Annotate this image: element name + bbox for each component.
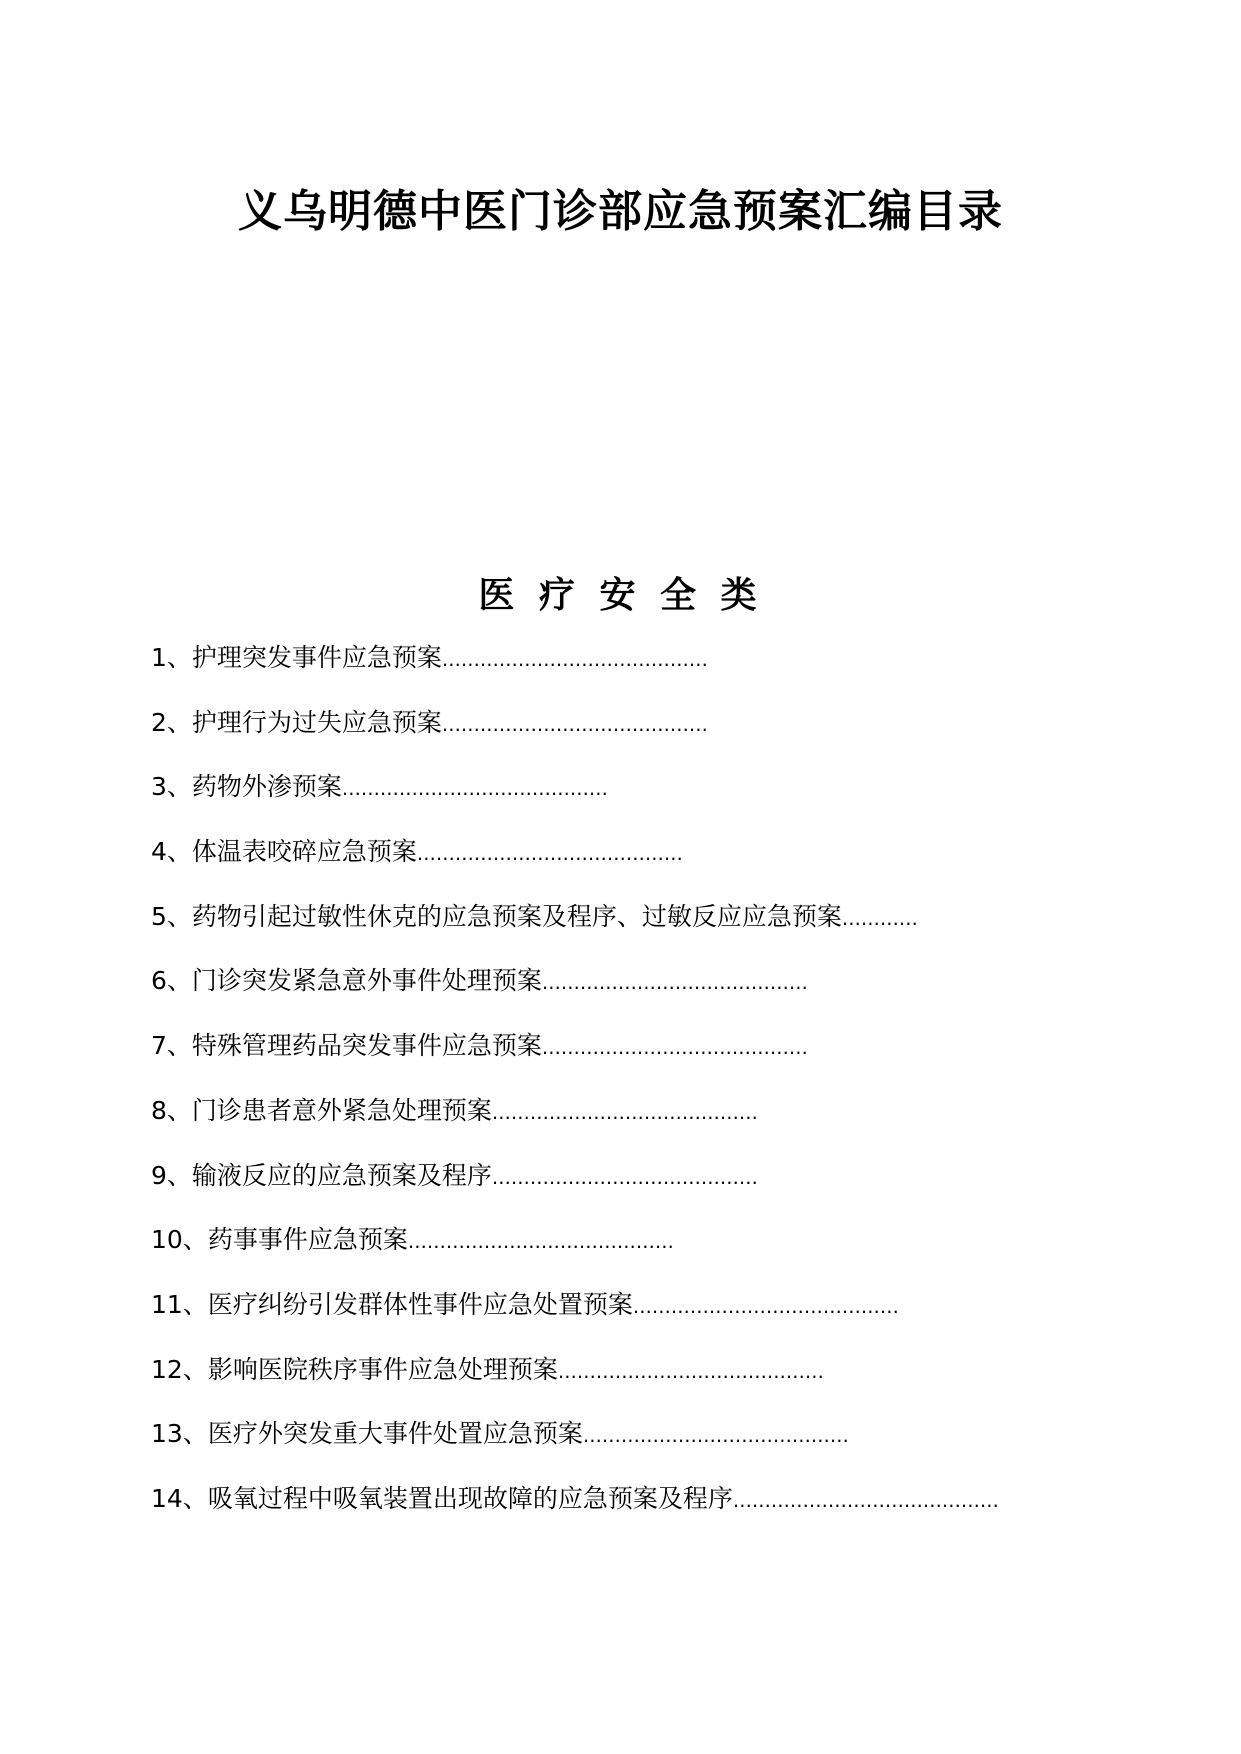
toc-item-leader: ……………………………………	[407, 1231, 674, 1254]
toc-item-5[interactable]	[151, 897, 999, 962]
toc-item-number: 2、	[151, 707, 192, 737]
toc-item-leader: ……………………………………	[541, 972, 808, 995]
toc-item-2[interactable]	[151, 703, 999, 768]
toc-item-3[interactable]	[151, 767, 999, 832]
toc-item-leader: ……………………………………	[541, 1037, 808, 1060]
toc-item-text: 医疗外突发重大事件处置应急预案	[207, 1419, 583, 1449]
toc-item-number: 3、	[151, 772, 192, 802]
toc-item-number: 10、	[151, 1225, 208, 1255]
toc-item-leader: ……………………………………	[441, 649, 708, 671]
toc-item-number: 14、	[151, 1483, 208, 1513]
toc-item-10[interactable]	[151, 1220, 999, 1285]
toc-list	[151, 638, 999, 1544]
toc-item-leader: ……………………………………	[341, 778, 608, 801]
toc-item-leader: ……………………………………	[491, 1166, 758, 1189]
section-title: 医 疗 安 全 类	[478, 575, 763, 616]
toc-item-1[interactable]	[151, 638, 999, 703]
toc-item-8[interactable]	[151, 1091, 999, 1156]
toc-item-text: 护理突发事件应急预案	[191, 643, 442, 672]
toc-item-leader: ……………………………………	[732, 1489, 999, 1512]
toc-item-text: 门诊突发紧急意外事件处理预案	[191, 966, 542, 996]
toc-item-text: 体温表咬碎应急预案	[191, 837, 417, 867]
toc-item-text: 医疗纠纷引发群体性事件应急处置预案	[207, 1289, 633, 1319]
document-title: 义乌明德中医门诊部应急预案汇编目录	[238, 186, 1003, 237]
toc-item-14[interactable]	[151, 1479, 999, 1544]
toc-item-4[interactable]	[151, 832, 999, 897]
toc-item-leader: ……………………………………	[491, 1101, 758, 1124]
toc-item-leader: ……………………………………	[557, 1360, 824, 1383]
toc-item-text: 药物外渗预案	[191, 772, 342, 802]
toc-item-12[interactable]	[151, 1350, 999, 1415]
toc-item-leader: ……………………………………	[416, 843, 683, 866]
toc-item-leader: ……………………………………	[441, 713, 708, 736]
toc-item-number: 6、	[151, 966, 192, 996]
toc-item-leader: …………	[841, 907, 918, 930]
toc-item-number: 7、	[151, 1031, 192, 1061]
toc-item-6[interactable]	[151, 961, 999, 1026]
toc-item-leader: ……………………………………	[632, 1295, 899, 1318]
toc-item-text: 特殊管理药品突发事件应急预案	[191, 1031, 542, 1061]
toc-item-text: 门诊患者意外紧急处理预案	[191, 1095, 492, 1125]
toc-item-text: 输液反应的应急预案及程序	[191, 1160, 492, 1190]
toc-item-text: 药物引起过敏性休克的应急预案及程序、过敏反应应急预案	[191, 901, 842, 931]
toc-item-number: 5、	[151, 901, 192, 931]
toc-item-13[interactable]	[151, 1414, 999, 1479]
toc-item-text: 护理行为过失应急预案	[191, 707, 442, 737]
toc-item-text: 药事事件应急预案	[207, 1225, 408, 1255]
toc-item-number: 4、	[151, 837, 192, 867]
toc-item-11[interactable]	[151, 1285, 999, 1350]
toc-item-text: 吸氧过程中吸氧装置出现故障的应急预案及程序	[207, 1483, 733, 1513]
toc-item-number: 8、	[151, 1095, 192, 1125]
toc-item-number: 13、	[151, 1419, 208, 1449]
toc-item-leader: ……………………………………	[582, 1425, 849, 1448]
toc-item-text: 影响医院秩序事件应急处理预案	[207, 1354, 558, 1384]
toc-item-number: 11、	[151, 1289, 208, 1319]
toc-item-7[interactable]	[151, 1026, 999, 1091]
toc-item-number: 1、	[151, 643, 192, 672]
toc-item-number: 9、	[151, 1160, 192, 1190]
toc-item-9[interactable]	[151, 1156, 999, 1221]
toc-item-number: 12、	[151, 1354, 208, 1384]
